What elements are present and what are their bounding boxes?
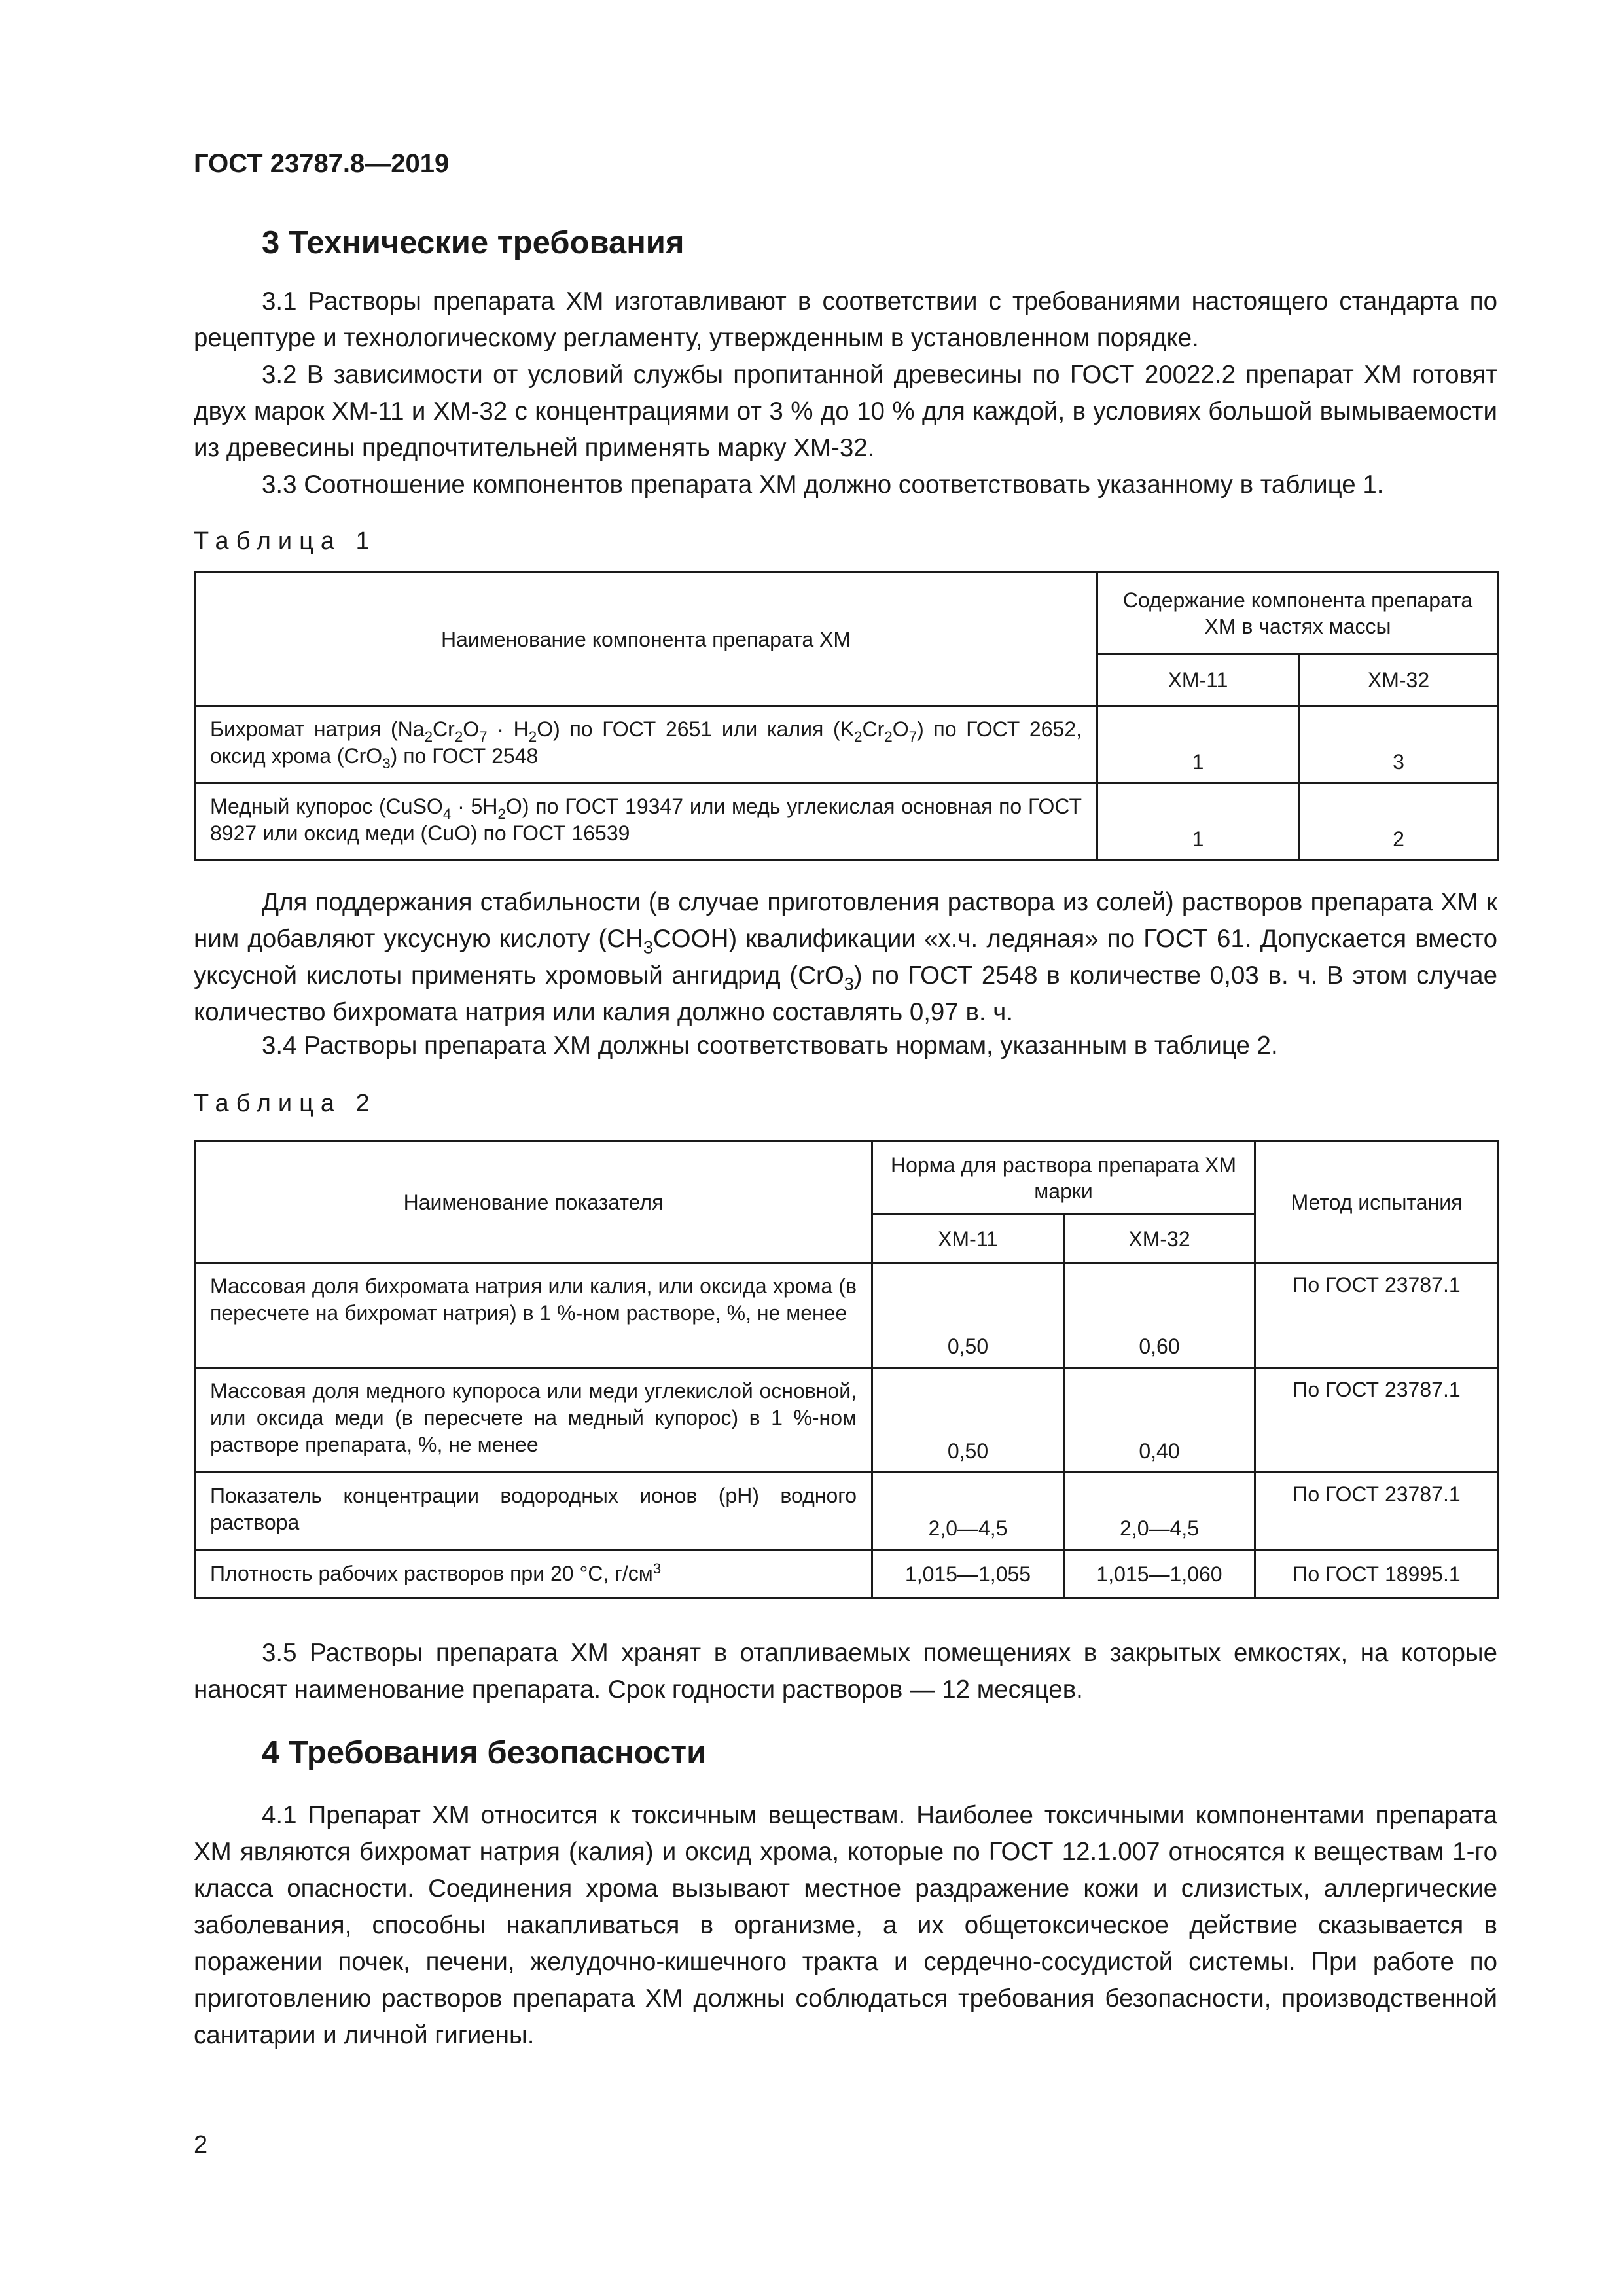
table-2-header-name: Наименование показателя [195, 1141, 872, 1263]
table-1-row-1-xm32: 3 [1299, 706, 1499, 783]
table-row [195, 783, 1499, 861]
table-2-row-2-name: Массовая доля медного купороса или меди углекислой основной, или оксида меди (в пересчете на медный купорос) в 1 %-ном растворе препарата, %, не менее [195, 1368, 872, 1473]
table-1-col-xm32: ХМ-32 [1299, 654, 1499, 706]
page-number: 2 [194, 2131, 208, 2159]
table-2-col-xm11: ХМ-11 [872, 1215, 1064, 1263]
table-2-header-norm: Норма для раствора препарата ХМ марки [872, 1141, 1255, 1215]
paragraph-4-1: 4.1 Препарат ХМ относится к токсичным веществам. Наиболее токсичными компонентами препарата ХМ являются бихромат натрия (калия) и оксид хрома, которые по ГОСТ 12.1.007 относятся к веществам 1-го класса опасности. Соединения хрома вызывают местное раздражение кожи и слизистых, аллергические заболевания, способны накапливаться в организме, а их общетоксическое действие сказывается в поражении почек, печени, желудочно-кишечного тракта и сердечно-сосудистой системы. При работе по приготовлению растворов препарата ХМ должны соблюдаться требования безопасности, производственной санитарии и личной гигиены. [194, 1801, 1497, 2049]
table-1-row-2-xm32: 2 [1299, 783, 1499, 861]
table-1-row-1-xm11: 1 [1097, 706, 1299, 783]
paragraph-3-4: 3.4 Растворы препарата ХМ должны соответствовать нормам, указанным в таблице 2. [262, 1031, 1278, 1060]
table-2-row-4-name: Плотность рабочих растворов при 20 °С, $г/см^3$ [195, 1550, 872, 1598]
table-2 [194, 1140, 1499, 1599]
table-2-row-2-xm11: 0,50 [872, 1368, 1064, 1473]
paragraph-stability: Для поддержания стабильности (в случае приготовления раствора из солей) растворов препарата ХМ к ним добавляют уксусную кислоту $(CH_3COOH)$ квалификации «х.ч. ледяная» по ГОСТ 61. Допускается вместо уксусной кислоты применять хромовый ангидрид (CrO$_3$) по ГОСТ 2548 в количестве 0,03 в. ч. В этом случае количество бихромата натрия или калия должно составлять 0,97 в. ч. [194, 888, 1497, 1026]
table-1-row-2-name: Медный купорос (CuSO$_4$ · $5H_2O$) по ГОСТ 19347 или медь углекислая основная по ГОСТ 8927 или оксид меди (CuO) по ГОСТ 16539 [195, 783, 1097, 861]
table-row [195, 1263, 1499, 1368]
table-row [195, 1550, 1499, 1598]
paragraph-3-2: 3.2 В зависимости от условий службы пропитанной древесины по ГОСТ 20022.2 препарат ХМ готовят двух марок ХМ-11 и ХМ-32 с концентрациями от 3 % до 10 % для каждой, в условиях большой вымываемости из древесины предпочтительней применять марку ХМ-32. [194, 361, 1497, 462]
table-row [195, 1473, 1499, 1550]
table-1-col-xm11: ХМ-11 [1097, 654, 1299, 706]
table-2-row-4-xm32: 1,015—1,060 [1064, 1550, 1255, 1598]
table-1-row-1-name: Бихромат натрия $(Na_2Cr_2O_7 \cdot H_2O)$ по ГОСТ 2651 или калия $(K_2Cr_2O_7)$ по ГОСТ 2652, оксид хрома (CrO$_3$) по ГОСТ 2548 [195, 706, 1097, 783]
section-4-title: 4 Требования безопасности [262, 1735, 707, 1770]
section-3-title: 3 Технические требования [262, 225, 685, 260]
paragraph-3-3: 3.3 Соотношение компонентов препарата ХМ должно соответствовать указанному в таблице 1. [262, 471, 1384, 499]
table-2-header-method: Метод испытания [1255, 1141, 1499, 1263]
table-2-col-xm32: ХМ-32 [1064, 1215, 1255, 1263]
table-2-row-4-method: По ГОСТ 18995.1 [1255, 1550, 1499, 1598]
table-2-row-1-name: Массовая доля бихромата натрия или калия, или оксида хрома (в пересчете на бихромат натрия) в 1 %-ном растворе, %, не менее [195, 1263, 872, 1368]
document-code: ГОСТ 23787.8—2019 [194, 149, 450, 178]
table-2-row-3-method: По ГОСТ 23787.1 [1255, 1473, 1499, 1550]
table-2-row-3-xm32: 2,0—4,5 [1064, 1473, 1255, 1550]
table-2-row-4-xm11: 1,015—1,055 [872, 1550, 1064, 1598]
table-2-row-2-method: По ГОСТ 23787.1 [1255, 1368, 1499, 1473]
table-2-row-3-name: Показатель концентрации водородных ионов (pH) водного раствора [195, 1473, 872, 1550]
table-2-caption: Таблица 2 [194, 1090, 377, 1117]
table-2-row-2-xm32: 0,40 [1064, 1368, 1255, 1473]
table-1-caption: Таблица 1 [194, 528, 377, 555]
table-2-row-1-method: По ГОСТ 23787.1 [1255, 1263, 1499, 1368]
table-row [195, 1368, 1499, 1473]
table-2-row-3-xm11: 2,0—4,5 [872, 1473, 1064, 1550]
table-1 [194, 571, 1499, 861]
table-row [195, 706, 1499, 783]
table-2-row-1-xm32: 0,60 [1064, 1263, 1255, 1368]
paragraph-3-1: 3.1 Растворы препарата ХМ изготавливают в соответствии с требованиями настоящего стандарта по рецептуре и технологическому регламенту, утвержденным в установленном порядке. [194, 287, 1497, 352]
paragraph-3-5: 3.5 Растворы препарата ХМ хранят в отапливаемых помещениях в закрытых емкостях, на которые наносят наименование препарата. Срок годности растворов — 12 месяцев. [194, 1639, 1497, 1704]
table-1-row-2-xm11: 1 [1097, 783, 1299, 861]
table-1-header-name: Наименование компонента препарата ХМ [195, 573, 1097, 706]
table-1-header-content: Содержание компонента препарата ХМ в частях массы [1097, 573, 1499, 654]
table-2-row-1-xm11: 0,50 [872, 1263, 1064, 1368]
